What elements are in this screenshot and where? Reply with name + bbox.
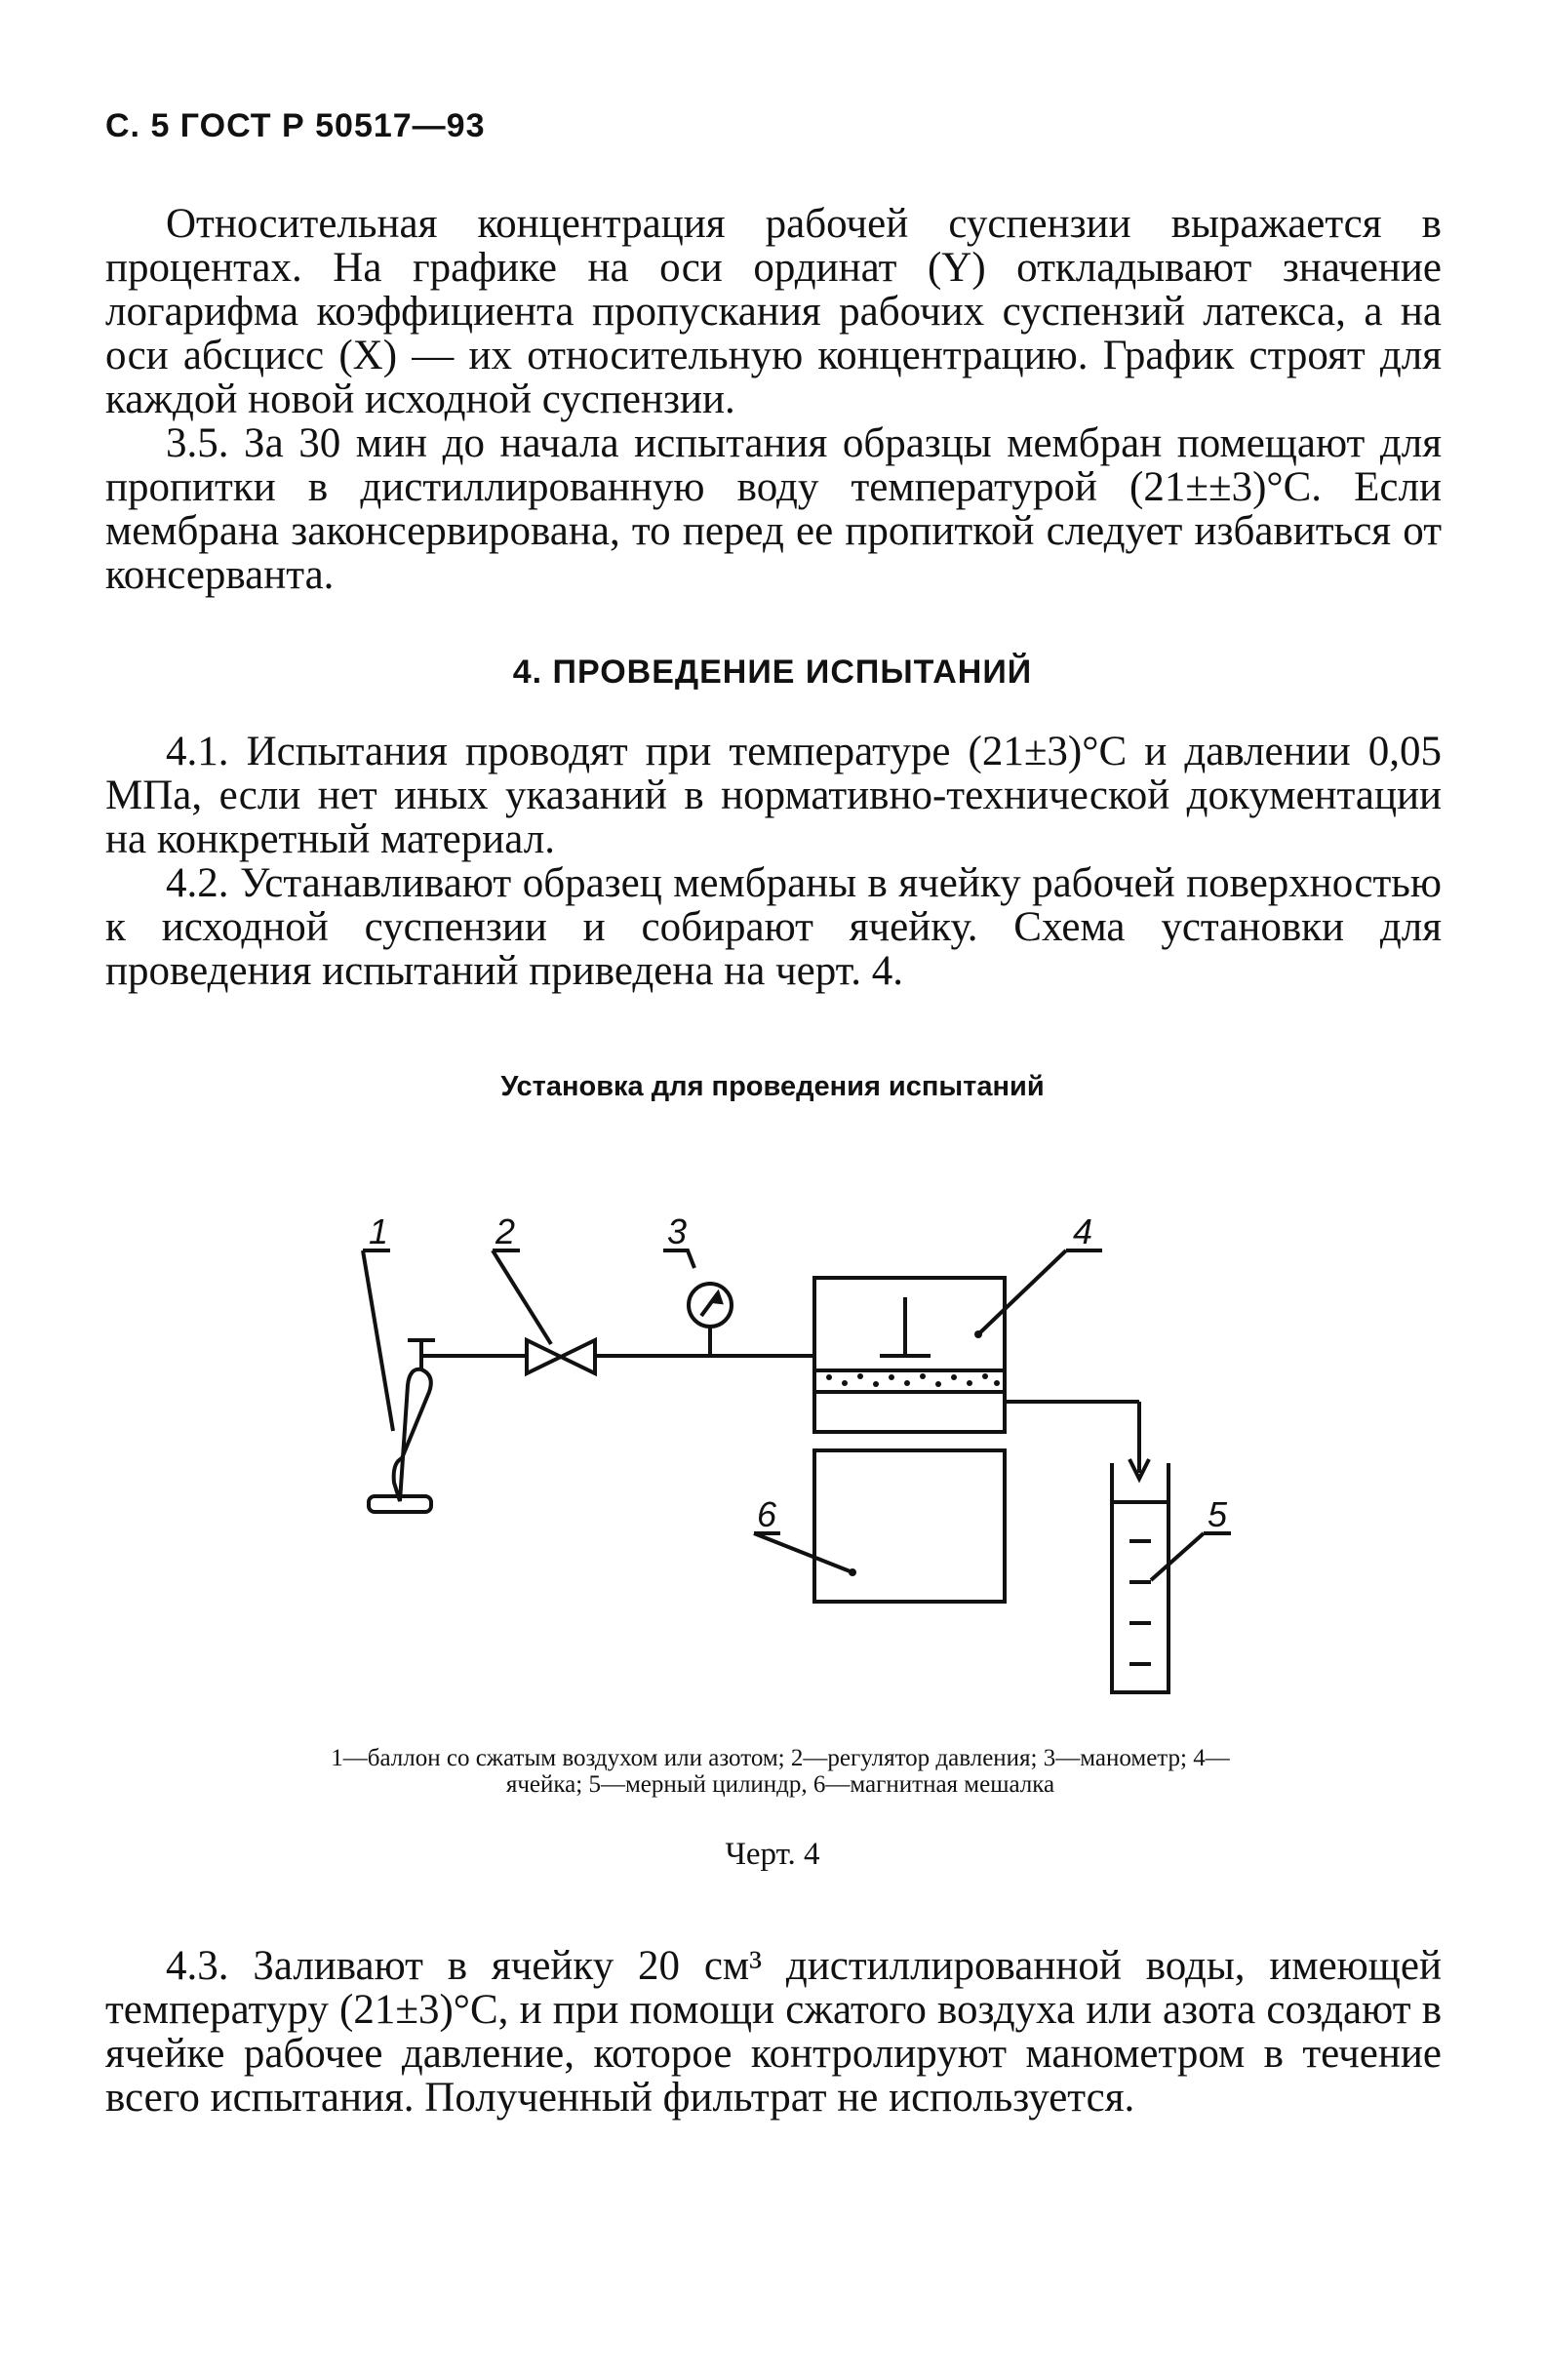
paragraph: Относительная концентрация рабочей суспензии выражается в процентах. На графике на оси ординат (Y) откладывают значение логарифма коэффициента пропускания рабочих суспензий латекса, а на оси абсцисс (X) — их относительную концентрацию. График строят для каждой новой исходной суспензии. bbox=[105, 201, 1442, 422]
paragraph: 4.1. Испытания проводят при температуре (21±3)°С и давлении 0,05 МПа, если нет иных указаний в нормативно-технической документации на конкретный материал. bbox=[105, 729, 1442, 862]
paragraph: 4.2. Устанавливают образец мембраны в ячейку рабочей поверхностью к исходной суспензии и собирают ячейку. Схема установки для проведения испытаний приведена на черт. 4. bbox=[105, 860, 1442, 994]
label-5: 5 bbox=[1208, 1494, 1228, 1534]
paragraph: 4.3. Заливают в ячейку 20 см³ дистиллированной воды, имеющей температуру (21±3)°С, и при помощи сжатого воздуха или азота создают в ячейке рабочее давление, которое контролируют манометром в течение всего испытания. Полученный фильтрат не используется. bbox=[105, 1943, 1442, 2121]
test-cell bbox=[814, 1278, 1005, 1432]
gas-cylinder bbox=[369, 1340, 435, 1512]
membrane-layer bbox=[826, 1330, 1000, 1576]
setup-diagram bbox=[0, 1200, 1545, 1746]
magnetic-stirrer bbox=[814, 1450, 1005, 1602]
figure-title: Установка для проведения испытаний bbox=[500, 1071, 1045, 1102]
text-block-top bbox=[105, 202, 1442, 597]
label-6: 6 bbox=[757, 1494, 777, 1534]
label-2: 2 bbox=[495, 1211, 516, 1251]
pressure-regulator bbox=[527, 1340, 595, 1373]
measuring-cylinder bbox=[1112, 1463, 1169, 1692]
figure-legend: 1—баллон со сжатым воздухом или азотом; 2—регулятор давления; 3—манометр; 4—ячейка; 5—мерный цилиндр, 6—магнитная мешалка bbox=[331, 1745, 1230, 1798]
label-1: 1 bbox=[369, 1211, 389, 1251]
label-4: 4 bbox=[1073, 1211, 1093, 1251]
text-block-mid bbox=[105, 730, 1442, 993]
figure-number: Черт. 4 bbox=[725, 1837, 820, 1872]
page-header: С. 5 ГОСТ Р 50517—93 bbox=[105, 107, 486, 144]
section-title: 4. ПРОВЕДЕНИЕ ИСПЫТАНИЙ bbox=[512, 654, 1033, 691]
text-block-bottom bbox=[105, 1944, 1442, 2120]
paragraph: 3.5. За 30 мин до начала испытания образцы мембран помещают для пропитки в дистиллированную воду температурой (21±±3)°С. Если мембрана законсервирована, то перед ее пропиткой следует избавиться от консерванта. bbox=[105, 420, 1442, 598]
label-3: 3 bbox=[667, 1211, 688, 1251]
manometer-icon bbox=[689, 1284, 732, 1356]
